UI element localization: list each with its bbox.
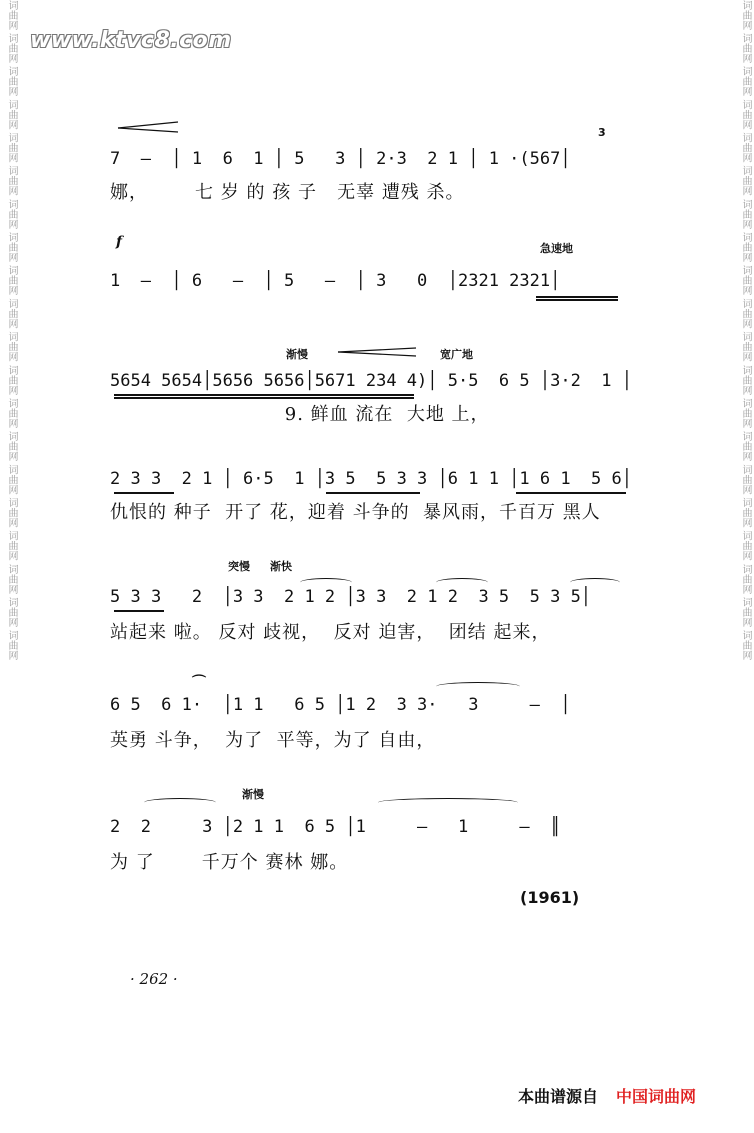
side-watermark-text: 词曲网 词曲网 词曲网 词曲网 词曲网 词曲网 词曲网 词曲网 词曲网 词曲网 词曲网 词曲网 词曲网 词曲网 词曲网 词曲网 词曲网 词曲网 词曲网 词曲网 [6, 0, 17, 661]
page-number: · 262 · [130, 970, 178, 988]
source-label: 本曲谱源自 [518, 1087, 599, 1106]
lyrics-line-7: 为 了 千万个 赛林 娜。 [110, 852, 349, 873]
source-site-link[interactable]: 中国词曲网 [616, 1087, 697, 1106]
tempo-marking: 渐慢 [242, 788, 264, 801]
tempo-marking: 渐慢 [286, 348, 308, 361]
side-watermark-left [2, 0, 17, 1133]
underline [326, 492, 420, 494]
composition-year: (1961) [520, 888, 580, 907]
underline [516, 492, 626, 494]
score-line-5: 5 3 3 2 │3 3 2 1 2 │3 3 2 1 2 3 5 5 3 5│ [110, 587, 592, 607]
underline [114, 492, 174, 494]
tie [144, 798, 216, 807]
score-line-4: 2 3 3 2 1 │ 6·5 1 │3 5 5 3 3 │6 1 1 │1 6 1 5 6│ [110, 469, 632, 489]
diminuendo-hairpin [338, 346, 418, 358]
site-watermark: www.ktvc8.com [30, 28, 232, 53]
lyrics-line-5: 站起来 啦。 反对 歧视， 反对 迫害， 团结 起来， [110, 622, 551, 643]
tie [378, 798, 518, 807]
tempo-marking: 急速地 [540, 242, 573, 255]
tempo-marking: 突慢 [228, 560, 250, 573]
score-line-3: 5654 5654│5656 5656│5671 234 4)│ 5·5 6 5 │3·2 1 │ [110, 371, 632, 391]
underline [536, 296, 618, 298]
forte-dynamic: f [116, 234, 123, 250]
lyrics-line-1: 娜， 七 岁 的 孩 子 无辜 遭残 杀。 [110, 182, 465, 203]
underline [114, 397, 414, 399]
triplet-mark: 3 [598, 126, 606, 139]
source-credit [518, 1084, 696, 1107]
fermata-mark: ⌒ [192, 675, 206, 691]
lyrics-line-4: 仇恨的 种子 开了 花，迎着 斗争的 暴风雨，千百万 黑人 [110, 502, 601, 523]
lyrics-line-3: 9. 鲜血 流在 大地 上， [110, 404, 490, 425]
score-line-6: 6 5 6 1· │1 1 6 5 │1 2 3 3· 3 — │ [110, 695, 571, 715]
score-line-1: 7 — │ 1 6 1 │ 5 3 │ 2·3 2 1 │ 1 ·(567│ [110, 149, 571, 169]
tempo-marking: 渐快 [270, 560, 292, 573]
score-line-2: 1 — │ 6 — │ 5 — │ 3 0 │2321 2321│ [110, 271, 561, 291]
tempo-marking: 宽广地 [440, 348, 473, 361]
side-watermark-text: 词曲网 词曲网 词曲网 词曲网 词曲网 词曲网 词曲网 词曲网 词曲网 词曲网 词曲网 词曲网 词曲网 词曲网 词曲网 词曲网 词曲网 词曲网 词曲网 词曲网 [740, 0, 751, 661]
diminuendo-hairpin [118, 120, 180, 136]
underline [536, 299, 618, 301]
tie [436, 682, 520, 691]
score-line-7: 2 2 3 │2 1 1 6 5 │1 — 1 — ║ [110, 817, 561, 837]
underline [114, 394, 414, 396]
underline [114, 610, 164, 612]
lyrics-line-6: 英勇 斗争， 为了 平等，为了 自由， [110, 730, 436, 751]
side-watermark-right [736, 0, 751, 1133]
